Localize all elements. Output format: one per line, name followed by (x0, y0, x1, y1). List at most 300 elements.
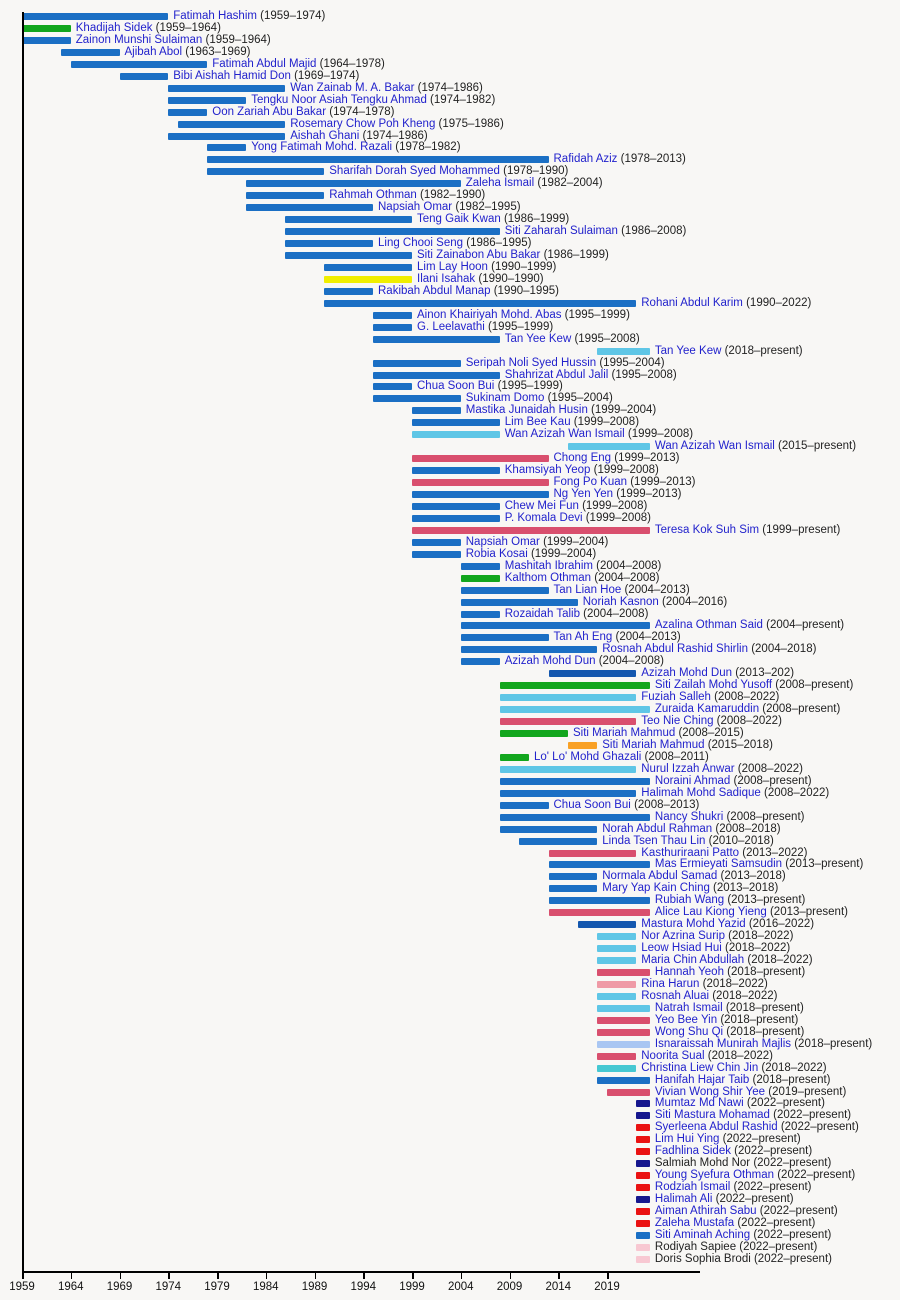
person-link[interactable]: Noriah Kasnon (582, 595, 659, 608)
axis-tick-label: 2009 (496, 1281, 523, 1293)
person-link[interactable]: Mumtaz Md Nawi (654, 1097, 744, 1110)
person-label (534, 752, 709, 763)
timeline-bar (373, 372, 500, 379)
person-link[interactable]: Chong Eng (553, 452, 612, 465)
person-link[interactable]: Tan Yee Kew (504, 332, 572, 345)
person-period: (2013–2018) (717, 870, 786, 883)
timeline-bar (597, 1077, 650, 1084)
timeline-bar (578, 921, 637, 928)
person-link[interactable]: Khadijah Sidek (75, 21, 153, 34)
person-period: (1982–1995) (452, 201, 521, 214)
person-link[interactable]: Zaleha Mustafa (654, 1216, 735, 1229)
person-label (641, 943, 790, 954)
person-link[interactable]: Siti Aminah Aching (654, 1228, 751, 1241)
person-period: (2008–2022) (760, 786, 830, 799)
person-link[interactable]: Noraini Ahmad (654, 774, 731, 787)
person-period: (1995–2004) (544, 392, 613, 405)
person-period: (1995–1999) (484, 320, 554, 333)
person-period: (1995–2004) (596, 356, 665, 369)
timeline-bar (500, 778, 650, 785)
person-label (655, 704, 840, 715)
person-label (290, 131, 427, 142)
person-link[interactable]: Ng Yen Yen (553, 488, 613, 500)
timeline-bar (207, 144, 246, 151)
person-label (505, 226, 687, 237)
person-period: (2022–present) (777, 1121, 859, 1134)
person-label (641, 1051, 773, 1062)
person-link[interactable]: Rubiah Wang (654, 894, 725, 907)
person-link[interactable]: Teresa Kok Suh Sim (654, 523, 760, 536)
person-link[interactable]: Halimah Ali (654, 1193, 713, 1206)
person-label (505, 429, 693, 440)
person-label (641, 788, 829, 799)
person-link[interactable]: Tan Lian Hoe (553, 583, 622, 596)
person-label (655, 1230, 831, 1241)
person-period: (2013–2022) (739, 846, 808, 859)
person-link[interactable]: Siti Zainabon Abu Bakar (417, 249, 541, 261)
timeline-bar (22, 37, 71, 44)
person-period: (2019–present) (765, 1085, 847, 1098)
person-period: (1990–1999) (487, 260, 557, 273)
timeline-bar (207, 168, 324, 175)
axis-tick (461, 1273, 463, 1279)
person-link[interactable]: Wan Azizah Wan Ismail (654, 440, 775, 453)
person-label (554, 585, 690, 596)
person-label (417, 274, 544, 285)
person-link[interactable]: Siti Mariah Mahmud (573, 727, 676, 739)
person-period: (2008–2022) (713, 715, 782, 728)
person-period: (1999–2008) (582, 511, 651, 524)
person-link[interactable]: Ling Chooi Seng (378, 237, 464, 250)
person-label (554, 489, 682, 500)
person-link[interactable]: Christina Liew Chin Jin (641, 1061, 759, 1074)
person-label (417, 250, 609, 261)
person-link[interactable]: Syerleena Abdul Rashid (654, 1121, 778, 1134)
timeline-bar (412, 467, 500, 474)
person-period: (2008–present) (759, 703, 841, 716)
person-label (641, 668, 794, 679)
person-link[interactable]: Azizah Mohd Dun (504, 655, 596, 668)
person-link[interactable]: Fuziah Salleh (641, 691, 711, 704)
person-link[interactable]: Natrah Ismail (654, 1001, 723, 1014)
timeline-bar (549, 850, 637, 857)
timeline-bar (549, 873, 598, 880)
person-link[interactable]: Vivian Wong Shir Yee (654, 1085, 766, 1098)
timeline-bar (285, 240, 373, 247)
person-link[interactable]: Ilani Isahak (417, 272, 476, 285)
person-link[interactable]: Zuraida Kamaruddin (654, 703, 760, 716)
person-link[interactable]: Lim Bee Kau (504, 416, 571, 429)
person-label (602, 883, 778, 894)
person-label (417, 310, 630, 321)
person-link[interactable]: Zainon Munshi Sulaiman (75, 33, 203, 46)
person-label (655, 1122, 859, 1133)
timeline-bar (636, 1100, 650, 1107)
person-label (505, 465, 659, 476)
axis-left-line (22, 12, 24, 1271)
person-link[interactable]: Sharifah Dorah Syed Mohammed (329, 165, 500, 178)
person-link[interactable]: Rakibah Abdul Manap (378, 284, 491, 297)
person-period: (1986–1999) (540, 249, 609, 261)
person-period: (2013–present) (766, 906, 848, 919)
person-period: (2008–present) (723, 810, 805, 823)
person-link[interactable]: Siti Zaharah Sulaiman (504, 225, 618, 238)
timeline-bar (461, 646, 598, 653)
person-label (655, 1182, 812, 1193)
axis-tick-label: 1984 (252, 1281, 279, 1293)
person-link[interactable]: Lim Hui Ying (654, 1133, 720, 1146)
person-label (417, 214, 569, 225)
person-period: (2022–present) (712, 1193, 794, 1206)
person-link[interactable]: Bibi Aishah Hamid Don (173, 69, 291, 82)
person-period: (1999–2008) (624, 428, 694, 441)
person-link[interactable]: Wong Shu Qi (654, 1025, 724, 1038)
timeline-bar (412, 503, 500, 510)
timeline-bar (412, 431, 500, 438)
person-link[interactable]: Napsiah Omar (465, 535, 540, 548)
axis-tick (217, 1273, 219, 1279)
person-link[interactable]: Siti Mastura Mohamad (654, 1109, 770, 1122)
timeline-bar (568, 443, 650, 450)
person-link[interactable]: Fatimah Abdul Majid (212, 57, 317, 70)
axis-baseline (22, 1271, 700, 1273)
person-label (655, 441, 856, 452)
person-link[interactable]: Rosemary Chow Poh Kheng (290, 117, 436, 130)
timeline-bar (246, 192, 324, 199)
person-period: (1999–present) (759, 523, 841, 536)
person-label (466, 393, 613, 404)
person-period: (2004–2018) (748, 643, 817, 656)
person-link[interactable]: Rosnah Abdul Rashid Shirlin (602, 643, 749, 656)
person-period: (1974–1986) (414, 81, 483, 94)
person-period: (1982–2004) (534, 177, 603, 190)
person-label (641, 692, 779, 703)
person-label (655, 1003, 804, 1014)
person-link[interactable]: Teo Nie Ching (641, 715, 714, 728)
person-link[interactable]: Tan Yee Kew (654, 344, 722, 357)
person-link[interactable]: Norah Abdul Rahman (602, 822, 713, 835)
axis-tick (412, 1273, 414, 1279)
person-link[interactable]: Rahmah Othman (329, 189, 417, 202)
person-label (212, 59, 385, 70)
person-label (655, 895, 805, 906)
person-label (173, 71, 359, 82)
timeline-bar (636, 1136, 650, 1143)
person-period: (2008–2022) (710, 691, 780, 704)
person-period: (1999–2013) (613, 488, 682, 500)
person-period: (1974–1982) (426, 93, 496, 106)
person-label (466, 405, 657, 416)
timeline-bar (636, 1148, 650, 1155)
timeline-bar (500, 682, 650, 689)
timeline-bar (412, 491, 549, 498)
person-label (641, 991, 777, 1002)
person-period: (2018–2022) (709, 989, 778, 1002)
person-period: (2018–present) (749, 1073, 831, 1086)
person-label (554, 800, 700, 811)
person-label (505, 334, 640, 345)
person-link[interactable]: Lim Lay Hoon (417, 260, 488, 273)
person-link[interactable]: Tengku Noor Asiah Tengku Ahmad (251, 93, 427, 106)
person-period: (2018–2022) (744, 954, 813, 967)
person-period: (2008–2013) (630, 798, 700, 811)
person-period: (1999–2013) (611, 452, 680, 465)
person-link[interactable]: Rodziah Ismail (654, 1181, 731, 1194)
person-label (602, 644, 816, 655)
person-link[interactable]: Rafidah Aziz (553, 153, 618, 166)
person-link[interactable]: Wan Azizah Wan Ismail (504, 428, 625, 441)
person-link[interactable]: Halimah Mohd Sadique (641, 786, 761, 799)
person-link[interactable]: Sukinam Domo (465, 392, 545, 405)
person-link[interactable]: Kasthuriraani Patto (641, 846, 740, 859)
person-label (505, 561, 662, 572)
person-link[interactable]: Fadhlina Sidek (654, 1145, 731, 1158)
timeline-bar (500, 826, 598, 833)
person-link[interactable]: Siti Mariah Mahmud (602, 738, 705, 751)
person-link[interactable]: Maria Chin Abdullah (641, 954, 745, 967)
timeline-bar (373, 312, 412, 319)
person-link[interactable]: Tan Ah Eng (553, 631, 613, 644)
person-period: (2022–present) (734, 1216, 816, 1229)
person-label (655, 1087, 846, 1098)
person-period: (2022–present) (750, 1252, 832, 1265)
person-label (655, 776, 812, 787)
timeline-bar (461, 634, 549, 641)
timeline-bar (500, 814, 650, 821)
axis-tick (71, 1273, 73, 1279)
axis-tick-label: 1979 (204, 1281, 230, 1293)
person-link[interactable]: Azizah Mohd Dun (641, 667, 733, 680)
person-link[interactable]: Ajibah Abol (124, 45, 183, 58)
person-label (641, 931, 793, 942)
timeline-bar (373, 336, 500, 343)
person-label (378, 238, 531, 249)
person-period: (2013–present) (782, 858, 864, 871)
person-link[interactable]: Lo' Lo' Mohd Ghazali (534, 750, 642, 763)
timeline-bar (597, 933, 636, 940)
person-period: (2022–present) (769, 1109, 852, 1122)
timeline-bar (412, 551, 461, 558)
timeline-bar (636, 1244, 650, 1251)
timeline-bar (500, 694, 637, 701)
person-link[interactable]: Rina Harun (641, 977, 700, 990)
person-link[interactable]: Rozaidah Talib (504, 607, 580, 620)
person-label (602, 824, 780, 835)
person-label (641, 298, 811, 309)
person-link[interactable]: Rosnah Aluai (641, 989, 710, 1002)
person-link[interactable]: Kalthom Othman (504, 571, 592, 584)
timeline-bar (500, 718, 637, 725)
person-period: (1969–1974) (290, 69, 360, 82)
person-label (641, 1063, 826, 1074)
timeline-bar (597, 1065, 636, 1072)
person-link[interactable]: Aiman Athirah Sabu (654, 1205, 757, 1217)
axis-tick-label: 2014 (545, 1281, 572, 1293)
person-label (251, 142, 460, 153)
person-label (251, 95, 495, 106)
timeline-bar (285, 216, 412, 223)
timeline-bar (597, 945, 636, 952)
person-period: (2022–present) (756, 1205, 838, 1217)
person-link[interactable]: Mastura Mohd Yazid (641, 918, 746, 931)
person-link[interactable]: Hanifah Hajar Taib (654, 1073, 750, 1086)
timeline-bar (324, 264, 412, 271)
person-link[interactable]: Wan Zainab M. A. Bakar (290, 81, 415, 94)
person-link[interactable]: Isnaraissah Munirah Majlis (654, 1037, 792, 1050)
person-period: (1986–1995) (463, 237, 532, 250)
person-period: (1999–2004) (587, 404, 657, 417)
axis-tick-label: 1974 (155, 1281, 182, 1293)
person-link[interactable]: Young Syefura Othman (654, 1169, 775, 1182)
person-link[interactable]: Nancy Shukri (654, 810, 724, 823)
person-period: (1995–1999) (561, 308, 630, 321)
person-link[interactable]: Mastika Junaidah Husin (465, 404, 588, 417)
timeline-bar (500, 766, 637, 773)
person-link[interactable]: Chew Mei Fun (504, 499, 579, 512)
person-link[interactable]: Normala Abdul Samad (602, 870, 718, 883)
person-link[interactable]: Hannah Yeoh (654, 966, 724, 978)
person-period: (2016–2022) (745, 918, 815, 931)
timeline-bar (461, 575, 500, 582)
axis-tick-label: 1964 (57, 1281, 84, 1293)
timeline-bar (461, 622, 650, 629)
person-label (290, 83, 483, 94)
person-label (655, 1206, 838, 1217)
person-link[interactable]: Linda Tsen Thau Lin (602, 834, 706, 847)
person-label (655, 967, 805, 978)
timeline-bar (549, 670, 637, 677)
person-label (641, 716, 782, 727)
timeline-bar (636, 1256, 650, 1263)
person-period: (2018–present) (791, 1037, 873, 1050)
person-label (466, 358, 665, 369)
person-period: (2008–present) (772, 679, 854, 692)
person-label (329, 166, 568, 177)
person-period: (1995–1999) (494, 380, 563, 393)
person-link[interactable]: Seripah Noli Syed Hussin (465, 356, 597, 369)
person-label (466, 549, 596, 560)
person-label (655, 1170, 855, 1181)
person-link[interactable]: Khamsiyah Yeop (504, 464, 591, 477)
person-link[interactable]: Napsiah Omar (378, 201, 453, 214)
person-period: (2022–present) (774, 1169, 856, 1182)
timeline-bar (636, 1160, 650, 1167)
timeline-bar (607, 1089, 650, 1096)
person-label (466, 537, 609, 548)
timeline-bar (500, 754, 529, 761)
person-label (602, 740, 773, 751)
timeline-bar (461, 611, 500, 618)
person-link[interactable]: Fatimah Hashim (173, 10, 257, 22)
person-link[interactable]: Noorita Sual (641, 1049, 705, 1062)
person-link[interactable]: Alice Lau Kiong Yieng (654, 906, 767, 919)
person-period: (2018–present) (723, 1025, 805, 1038)
person-link[interactable]: Fong Po Kuan (553, 476, 628, 489)
timeline-bar (549, 885, 598, 892)
person-link[interactable]: Shahrizat Abdul Jalil (504, 368, 609, 381)
person-period: (2004–2013) (621, 583, 690, 596)
person-label (655, 1254, 832, 1265)
person-label (641, 955, 812, 966)
axis-tick (315, 1273, 317, 1279)
person-label (655, 1039, 872, 1050)
person-label (602, 871, 785, 882)
timeline-bar (412, 455, 549, 462)
person-label (655, 1158, 831, 1169)
person-label (125, 47, 251, 58)
person-period: (2008–2022) (734, 762, 803, 775)
axis-tick-label: 1969 (106, 1281, 133, 1293)
timeline-bar (412, 515, 500, 522)
person-label (554, 453, 680, 464)
timeline-bar (461, 599, 578, 606)
timeline-bar (168, 109, 207, 116)
person-link[interactable]: Yeo Bee Yin (654, 1013, 718, 1026)
person-link[interactable]: Siti Zailah Mohd Yusoff (654, 679, 773, 692)
axis-tick-label: 1959 (9, 1281, 35, 1293)
person-link[interactable]: Zaleha Ismail (465, 177, 535, 190)
person-period: (1982–1990) (416, 189, 486, 202)
timeline-bar (597, 981, 636, 988)
timeline-bar (285, 252, 412, 259)
axis-tick-label: 2019 (594, 1281, 620, 1293)
person-link[interactable]: Mary Yap Kain Ching (602, 882, 710, 895)
axis-tick (266, 1273, 268, 1279)
person-link[interactable]: Teng Gaik Kwan (417, 213, 501, 226)
timeline-bar (636, 1124, 650, 1131)
timeline-bar (373, 360, 461, 367)
timeline-bar (597, 1053, 636, 1060)
timeline-bar (246, 204, 373, 211)
person-period: (2015–present) (774, 440, 857, 453)
person-link[interactable]: Nor Azrina Surip (641, 930, 725, 943)
person-period: (2018–2022) (699, 977, 768, 990)
timeline-bar (597, 348, 650, 355)
person-period: (1990–1990) (475, 272, 544, 285)
person-link[interactable]: Yong Fatimah Mohd. Razali (251, 141, 393, 154)
person-link[interactable]: Azalina Othman Said (654, 619, 763, 632)
timeline-bar (22, 13, 168, 20)
person-period: (1978–2013) (617, 153, 686, 166)
person-link[interactable]: G. Leelavathi (417, 320, 485, 333)
person-link[interactable]: Chua Soon Bui (417, 380, 495, 393)
person-label (505, 609, 649, 620)
person-link[interactable]: Ainon Khairiyah Mohd. Abas (417, 308, 562, 321)
person-period: (1974–1978) (326, 105, 395, 118)
person-label (466, 178, 603, 189)
person-link[interactable]: Chua Soon Bui (553, 798, 631, 811)
person-period: (1999–2004) (539, 535, 609, 548)
timeline-bar (324, 300, 636, 307)
person-link[interactable]: Mas Ermieyati Samsudin (654, 858, 783, 871)
person-period: (2004–2013) (612, 631, 681, 644)
timeline-bar (549, 909, 650, 916)
person-period: (2018–2022) (724, 930, 794, 943)
person-link[interactable]: P. Komala Devi (504, 511, 583, 524)
person-label (655, 1218, 815, 1229)
person-link[interactable]: Robia Kosai (465, 547, 528, 560)
person-link[interactable]: Rohani Abdul Karim (641, 296, 743, 309)
person-link[interactable]: Oon Zariah Abu Bakar (212, 105, 327, 118)
person-link[interactable]: Mashitah Ibrahim (504, 559, 593, 572)
person-label (641, 764, 803, 775)
person-link[interactable]: Nurul Izzah Anwar (641, 762, 735, 775)
person-period: (2022–present) (750, 1157, 832, 1170)
person-link[interactable]: Aishah Ghani (290, 129, 360, 142)
person-label (655, 1098, 825, 1109)
timeline-bar (373, 395, 461, 402)
person-link[interactable]: Leow Hsiad Hui (641, 942, 722, 955)
